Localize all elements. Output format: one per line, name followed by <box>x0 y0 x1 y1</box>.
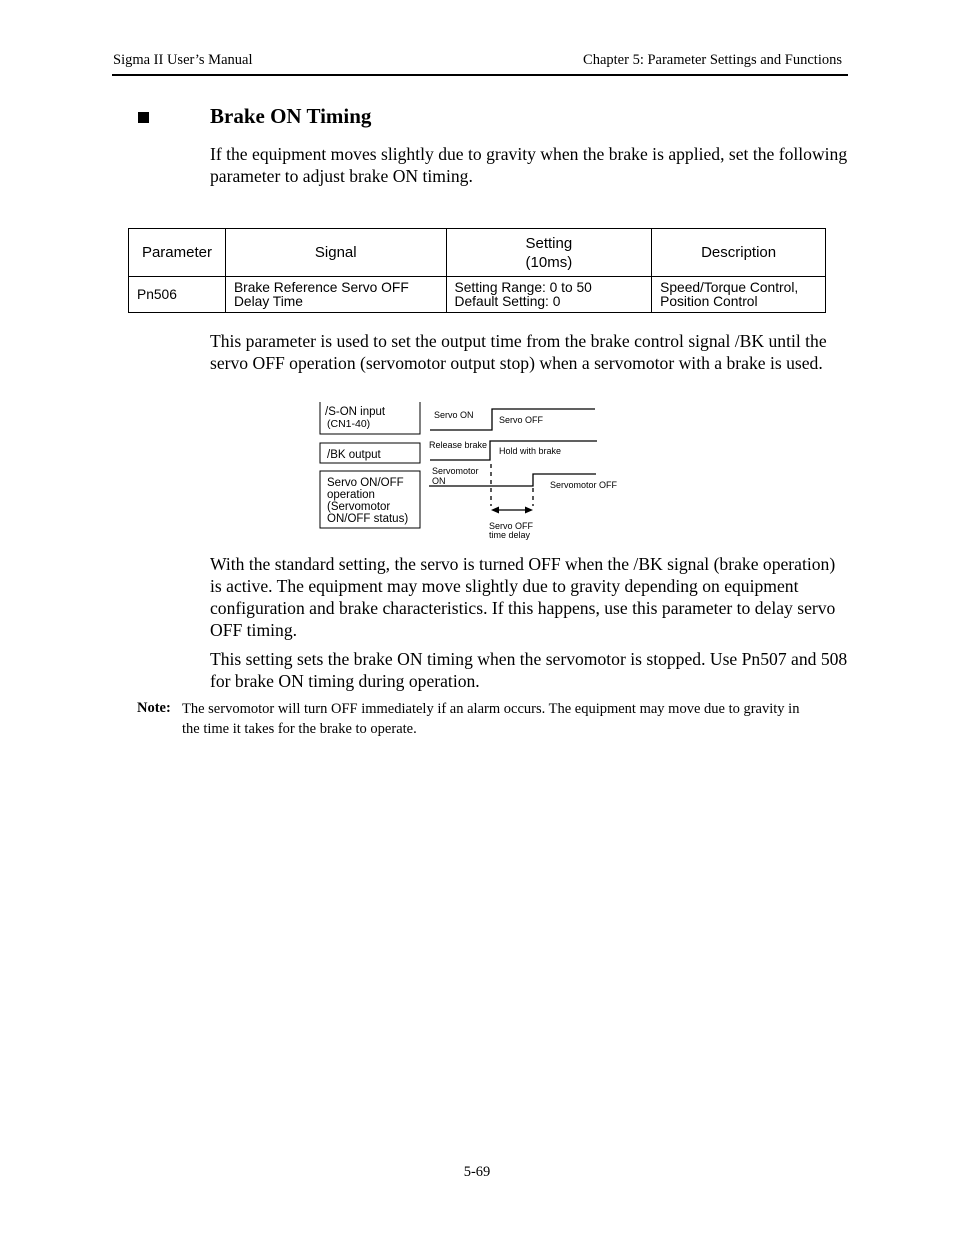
cell-description-line1: Speed/Torque Control, <box>660 279 799 295</box>
header-setting <box>446 229 652 277</box>
servo-on-label: Servo ON <box>434 410 474 420</box>
son-pin: (CN1-40) <box>327 418 371 430</box>
cell-setting <box>446 277 652 313</box>
cell-signal-line2: Delay Time <box>233 293 303 309</box>
cell-signal <box>225 277 446 313</box>
servomotor-on-line2: ON <box>432 476 446 486</box>
usage-paragraph: This parameter is used to set the output time from the brake control signal /BK until the servo OFF operation (servomotor output stop) when a servomotor with a brake is used. <box>210 331 827 373</box>
header-signal: Signal <box>225 229 446 277</box>
servomotor-on-line1: Servomotor <box>432 466 479 476</box>
section-title: Brake ON Timing <box>210 104 372 128</box>
table-row <box>129 277 826 313</box>
delay-label-line2: time delay <box>489 530 531 540</box>
running-header-left: Sigma II User’s Manual <box>113 52 253 68</box>
standard-setting-paragraph: With the standard setting, the servo is turned OFF when the /BK signal (brake operation) is active. The equipment may move slightly due to gravity depending on equipment configuration and brake characteristics. If this happens, use this parameter to delay servo OFF timing. <box>210 554 836 640</box>
cell-setting-line1: Setting Range: 0 to 50 <box>454 279 592 295</box>
page-number: 5-69 <box>463 1164 491 1180</box>
cell-description <box>652 277 826 313</box>
header-setting-line1: Setting <box>525 234 573 252</box>
brake-timing-diagram <box>300 398 630 546</box>
op-line4: ON/OFF status) <box>327 513 409 525</box>
note-text: The servomotor will turn OFF immediately if an alarm occurs. The equipment may move due to gravity in the time it takes for the brake to operate. <box>182 701 800 737</box>
delay-label-line1: Servo OFF <box>489 521 534 531</box>
note-label: Note: <box>137 700 171 716</box>
cell-setting-line2: Default Setting: 0 <box>454 293 561 309</box>
header-description: Description <box>652 229 826 277</box>
op-line3: (Servomotor <box>327 501 391 513</box>
cell-parameter: Pn506 <box>129 277 226 313</box>
hold-brake-label: Hold with brake <box>499 446 562 456</box>
delay-arrow-right-icon <box>525 507 533 514</box>
running-header-right: Chapter 5: Parameter Settings and Functions <box>583 52 842 68</box>
header-parameter: Parameter <box>129 229 226 277</box>
servo-off-label: Servo OFF <box>499 415 544 425</box>
square-bullet-icon <box>138 112 149 123</box>
header-setting-line2: (10ms) <box>525 253 573 271</box>
header-rule <box>112 74 848 76</box>
release-brake-label: Release brake <box>429 440 488 450</box>
delay-arrow-left-icon <box>491 507 499 514</box>
son-label: /S-ON input <box>325 406 386 418</box>
servomotor-off-label: Servomotor OFF <box>550 480 618 490</box>
parameter-table <box>128 228 826 313</box>
op-line2: operation <box>327 489 375 501</box>
cell-signal-line1: Brake Reference Servo OFF <box>233 279 409 295</box>
stopped-timing-paragraph: This setting sets the brake ON timing when the servomotor is stopped. Use Pn507 and 508 for brake ON timing during operation. <box>210 649 848 691</box>
table-header-row <box>129 229 826 277</box>
cell-description-line2: Position Control <box>660 293 758 309</box>
intro-paragraph: If the equipment moves slightly due to gravity when the brake is applied, set the following parameter to adjust brake ON timing. <box>210 144 848 186</box>
op-line1: Servo ON/OFF <box>327 477 404 489</box>
bk-label: /BK output <box>327 449 381 461</box>
